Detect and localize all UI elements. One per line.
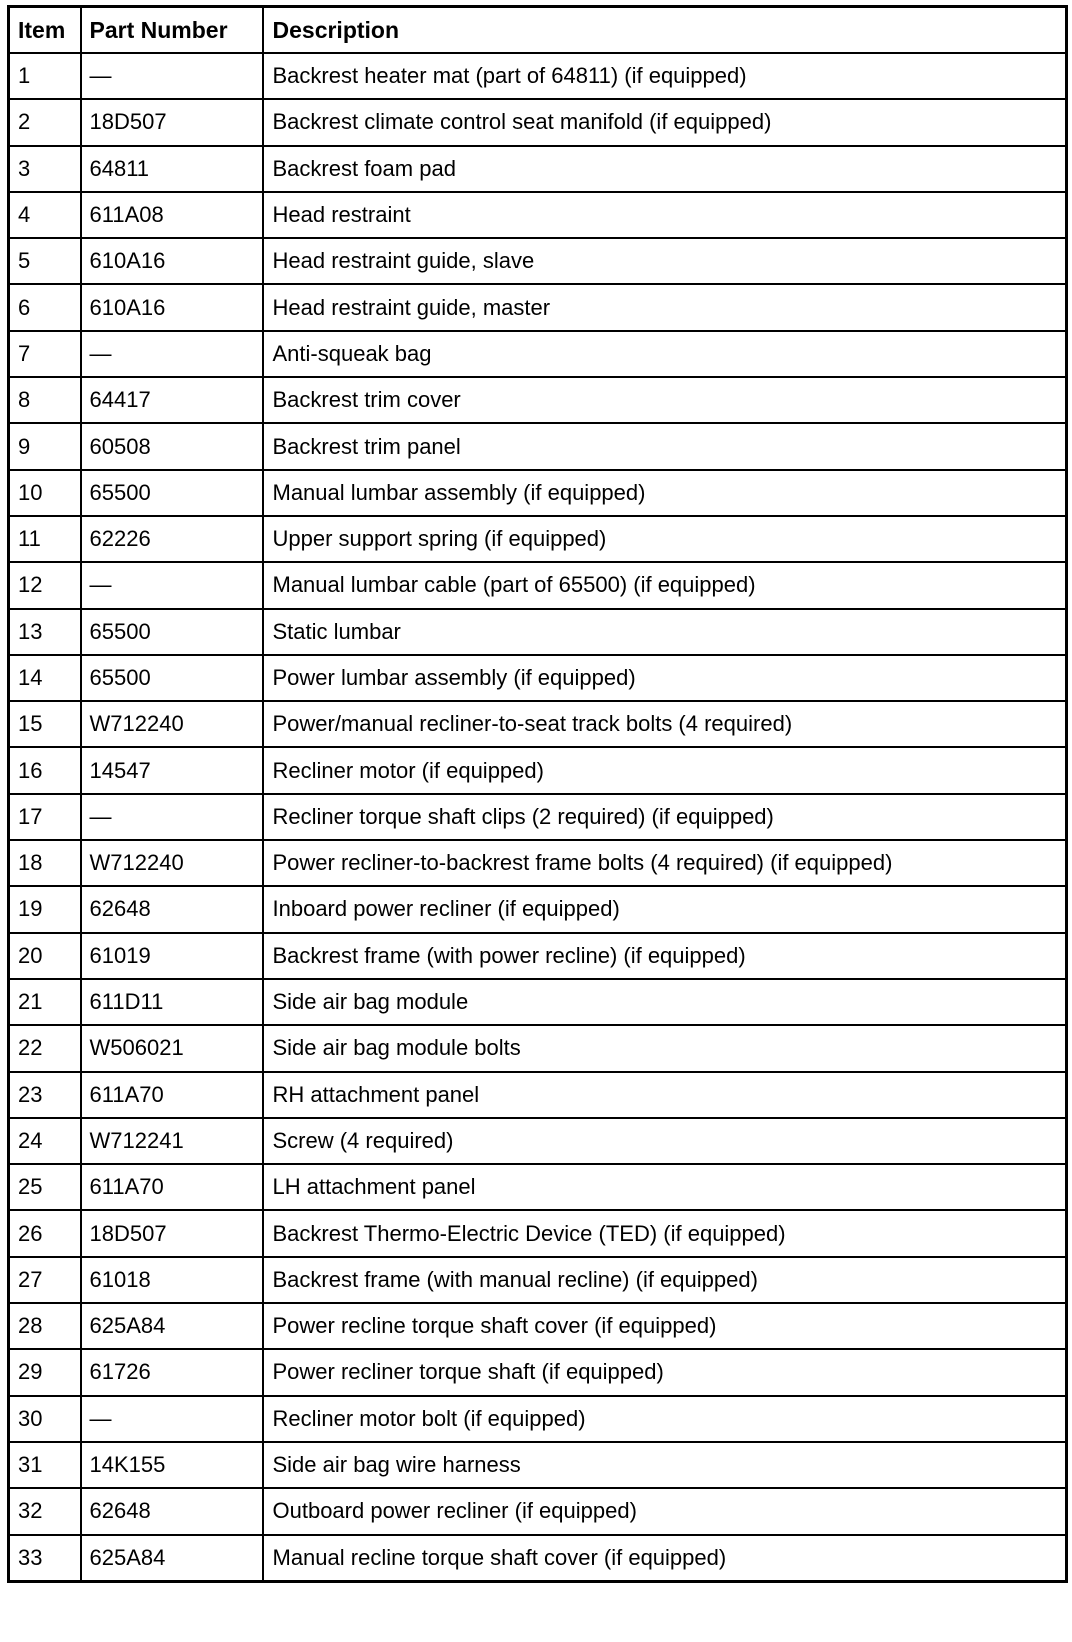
cell-part-number: —	[81, 331, 263, 377]
cell-item: 29	[9, 1349, 81, 1395]
cell-description: Manual lumbar cable (part of 65500) (if equipped)	[263, 562, 1067, 608]
cell-part-number: —	[81, 53, 263, 99]
table-row	[9, 1210, 1067, 1256]
cell-item: 26	[9, 1210, 81, 1256]
table-row	[9, 284, 1067, 330]
cell-item: 5	[9, 238, 81, 284]
cell-description: Backrest foam pad	[263, 146, 1067, 192]
cell-part-number: 14K155	[81, 1442, 263, 1488]
parts-table	[7, 5, 1068, 1583]
cell-description: Side air bag wire harness	[263, 1442, 1067, 1488]
cell-part-number: 610A16	[81, 238, 263, 284]
cell-part-number: 64811	[81, 146, 263, 192]
cell-item: 16	[9, 747, 81, 793]
cell-part-number: —	[81, 562, 263, 608]
cell-part-number: —	[81, 1396, 263, 1442]
cell-description: Anti-squeak bag	[263, 331, 1067, 377]
cell-part-number: 610A16	[81, 284, 263, 330]
cell-item: 27	[9, 1257, 81, 1303]
cell-item: 6	[9, 284, 81, 330]
table-row	[9, 1072, 1067, 1118]
cell-description: Backrest trim cover	[263, 377, 1067, 423]
cell-item: 8	[9, 377, 81, 423]
cell-item: 22	[9, 1025, 81, 1071]
cell-description: Static lumbar	[263, 609, 1067, 655]
cell-description: Head restraint guide, slave	[263, 238, 1067, 284]
cell-part-number: 62648	[81, 886, 263, 932]
table-row	[9, 192, 1067, 238]
cell-part-number: 65500	[81, 609, 263, 655]
cell-part-number: 65500	[81, 655, 263, 701]
cell-item: 24	[9, 1118, 81, 1164]
cell-item: 10	[9, 470, 81, 516]
cell-item: 30	[9, 1396, 81, 1442]
cell-item: 15	[9, 701, 81, 747]
table-row	[9, 655, 1067, 701]
cell-item: 3	[9, 146, 81, 192]
cell-description: Screw (4 required)	[263, 1118, 1067, 1164]
cell-item: 1	[9, 53, 81, 99]
cell-item: 17	[9, 794, 81, 840]
cell-item: 19	[9, 886, 81, 932]
cell-part-number: W712240	[81, 701, 263, 747]
cell-description: Outboard power recliner (if equipped)	[263, 1488, 1067, 1534]
cell-item: 21	[9, 979, 81, 1025]
table-row	[9, 1118, 1067, 1164]
cell-description: Recliner motor (if equipped)	[263, 747, 1067, 793]
cell-description: Backrest trim panel	[263, 423, 1067, 469]
cell-part-number: 62226	[81, 516, 263, 562]
table-row	[9, 1442, 1067, 1488]
cell-part-number: —	[81, 794, 263, 840]
cell-part-number: 64417	[81, 377, 263, 423]
cell-item: 32	[9, 1488, 81, 1534]
cell-item: 31	[9, 1442, 81, 1488]
cell-description: Backrest climate control seat manifold (if equipped)	[263, 99, 1067, 145]
header-description: Description	[263, 7, 1067, 54]
cell-description: Backrest heater mat (part of 64811) (if equipped)	[263, 53, 1067, 99]
cell-item: 9	[9, 423, 81, 469]
table-row	[9, 794, 1067, 840]
table-row	[9, 377, 1067, 423]
cell-description: Manual recline torque shaft cover (if equipped)	[263, 1535, 1067, 1582]
cell-part-number: 611A08	[81, 192, 263, 238]
table-row	[9, 1303, 1067, 1349]
cell-description: Side air bag module bolts	[263, 1025, 1067, 1071]
cell-part-number: 61019	[81, 933, 263, 979]
cell-item: 2	[9, 99, 81, 145]
cell-description: RH attachment panel	[263, 1072, 1067, 1118]
cell-description: Head restraint	[263, 192, 1067, 238]
header-item: Item	[9, 7, 81, 54]
table-row	[9, 933, 1067, 979]
cell-part-number: 625A84	[81, 1535, 263, 1582]
table-row	[9, 146, 1067, 192]
cell-item: 13	[9, 609, 81, 655]
cell-item: 18	[9, 840, 81, 886]
cell-part-number: 14547	[81, 747, 263, 793]
table-row	[9, 1025, 1067, 1071]
table-row	[9, 53, 1067, 99]
table-header	[9, 7, 1067, 54]
cell-part-number: 625A84	[81, 1303, 263, 1349]
table-row	[9, 1349, 1067, 1395]
cell-item: 25	[9, 1164, 81, 1210]
table-row	[9, 979, 1067, 1025]
cell-item: 11	[9, 516, 81, 562]
cell-part-number: 60508	[81, 423, 263, 469]
cell-description: Head restraint guide, master	[263, 284, 1067, 330]
table-row	[9, 886, 1067, 932]
cell-part-number: W712240	[81, 840, 263, 886]
cell-item: 7	[9, 331, 81, 377]
table-row	[9, 747, 1067, 793]
table-row	[9, 331, 1067, 377]
cell-description: Backrest frame (with manual recline) (if equipped)	[263, 1257, 1067, 1303]
cell-part-number: 18D507	[81, 1210, 263, 1256]
cell-description: Side air bag module	[263, 979, 1067, 1025]
cell-item: 23	[9, 1072, 81, 1118]
cell-item: 33	[9, 1535, 81, 1582]
header-row	[9, 7, 1067, 54]
cell-description: Power recline torque shaft cover (if equipped)	[263, 1303, 1067, 1349]
header-part-number: Part Number	[81, 7, 263, 54]
cell-item: 4	[9, 192, 81, 238]
table-row	[9, 1164, 1067, 1210]
cell-description: LH attachment panel	[263, 1164, 1067, 1210]
cell-part-number: 611D11	[81, 979, 263, 1025]
cell-part-number: W506021	[81, 1025, 263, 1071]
table-row	[9, 238, 1067, 284]
cell-description: Power recliner torque shaft (if equipped)	[263, 1349, 1067, 1395]
cell-description: Manual lumbar assembly (if equipped)	[263, 470, 1067, 516]
table-body	[9, 53, 1067, 1581]
cell-part-number: 65500	[81, 470, 263, 516]
table-row	[9, 701, 1067, 747]
cell-description: Power lumbar assembly (if equipped)	[263, 655, 1067, 701]
cell-description: Power recliner-to-backrest frame bolts (4 required) (if equipped)	[263, 840, 1067, 886]
cell-description: Inboard power recliner (if equipped)	[263, 886, 1067, 932]
cell-part-number: 61726	[81, 1349, 263, 1395]
table-row	[9, 1257, 1067, 1303]
table-row	[9, 99, 1067, 145]
cell-part-number: 611A70	[81, 1072, 263, 1118]
cell-description: Upper support spring (if equipped)	[263, 516, 1067, 562]
table-row	[9, 562, 1067, 608]
cell-item: 12	[9, 562, 81, 608]
cell-item: 20	[9, 933, 81, 979]
table-row	[9, 1488, 1067, 1534]
cell-part-number: 62648	[81, 1488, 263, 1534]
table-row	[9, 609, 1067, 655]
cell-description: Backrest frame (with power recline) (if equipped)	[263, 933, 1067, 979]
cell-part-number: W712241	[81, 1118, 263, 1164]
cell-description: Backrest Thermo-Electric Device (TED) (if equipped)	[263, 1210, 1067, 1256]
cell-part-number: 61018	[81, 1257, 263, 1303]
cell-item: 28	[9, 1303, 81, 1349]
cell-description: Recliner motor bolt (if equipped)	[263, 1396, 1067, 1442]
cell-part-number: 611A70	[81, 1164, 263, 1210]
cell-part-number: 18D507	[81, 99, 263, 145]
table-row	[9, 840, 1067, 886]
table-row	[9, 1535, 1067, 1582]
table-row	[9, 516, 1067, 562]
table-row	[9, 470, 1067, 516]
table-row	[9, 423, 1067, 469]
cell-description: Recliner torque shaft clips (2 required) (if equipped)	[263, 794, 1067, 840]
cell-description: Power/manual recliner-to-seat track bolts (4 required)	[263, 701, 1067, 747]
cell-item: 14	[9, 655, 81, 701]
table-row	[9, 1396, 1067, 1442]
